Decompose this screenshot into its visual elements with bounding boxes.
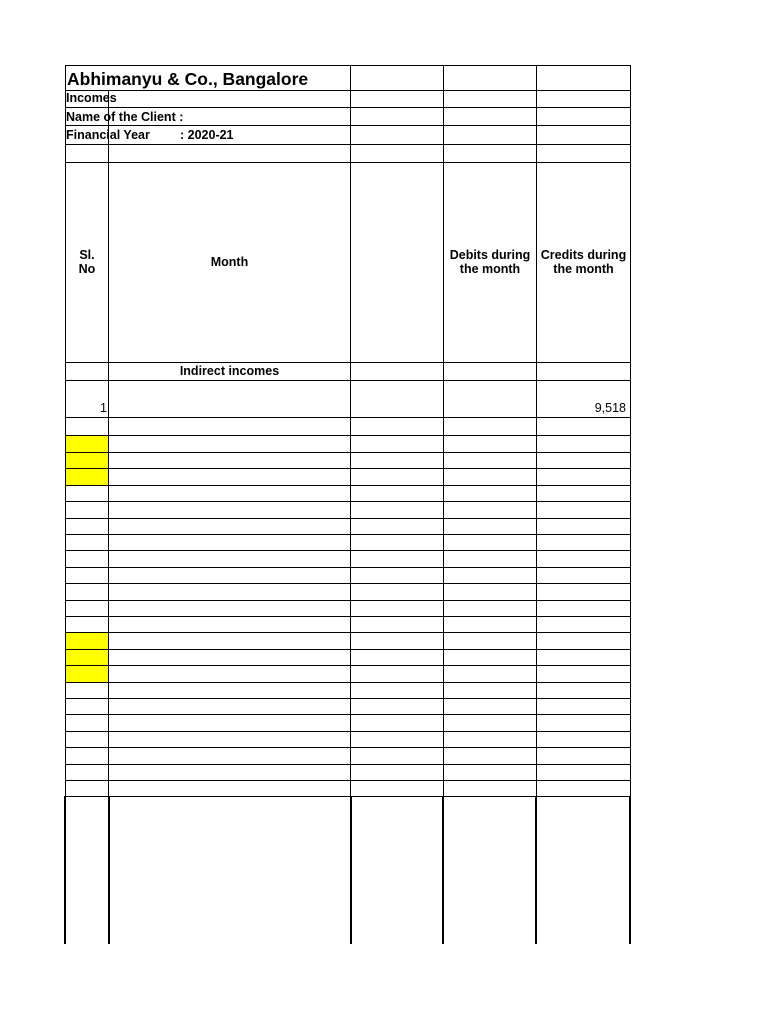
grid-line	[65, 796, 631, 797]
grid-line	[65, 501, 631, 502]
financial-year-value: : 2020-21	[180, 128, 234, 142]
grid-line	[629, 796, 631, 944]
grid-line	[65, 534, 631, 535]
grid-line	[65, 362, 631, 363]
grid-line	[65, 698, 631, 699]
client-label: Name of the Client :	[66, 110, 184, 124]
grid-line	[443, 65, 444, 796]
group-label-indirect-incomes: Indirect incomes	[179, 364, 280, 378]
grid-line	[65, 452, 631, 453]
grid-line	[535, 796, 537, 944]
grid-line	[65, 665, 631, 666]
grid-line	[65, 380, 631, 381]
grid-line	[65, 764, 631, 765]
column-header-credits-line2: the month	[553, 262, 614, 276]
grid-line	[65, 65, 66, 796]
grid-line	[65, 107, 631, 108]
grid-line	[65, 65, 631, 66]
grid-line	[630, 65, 631, 796]
column-header-debits-line2: the month	[459, 262, 521, 276]
grid-line	[65, 567, 631, 568]
grid-line	[350, 796, 352, 944]
grid-line	[65, 550, 631, 551]
highlight-cell	[66, 436, 108, 452]
row-1-sl-no: 1	[100, 401, 107, 415]
section-label: Incomes	[66, 91, 117, 105]
grid-line	[65, 162, 631, 163]
grid-line	[65, 485, 631, 486]
grid-line	[65, 518, 631, 519]
grid-line	[65, 780, 631, 781]
grid-line	[65, 125, 631, 126]
financial-year-label: Financial Year	[66, 128, 150, 142]
grid-line	[65, 417, 631, 418]
grid-line	[65, 90, 631, 91]
grid-line	[65, 583, 631, 584]
highlight-cell	[66, 469, 108, 485]
highlight-cell	[66, 453, 108, 468]
grid-line	[65, 649, 631, 650]
grid-line	[65, 747, 631, 748]
grid-line	[64, 796, 66, 944]
grid-line	[108, 796, 110, 944]
grid-line	[65, 144, 631, 145]
grid-line	[65, 600, 631, 601]
highlight-cell	[66, 650, 108, 665]
column-header-debits	[444, 248, 536, 276]
grid-line	[65, 632, 631, 633]
grid-line	[65, 682, 631, 683]
column-header-sl-no-line2: No	[78, 262, 96, 276]
grid-line	[65, 435, 631, 436]
column-header-credits-line1: Credits during	[540, 248, 627, 262]
firm-title: Abhimanyu & Co., Bangalore	[67, 69, 309, 89]
column-header-month: Month	[210, 255, 249, 269]
grid-line	[65, 714, 631, 715]
column-header-credits	[537, 248, 630, 276]
grid-line	[350, 65, 351, 796]
grid-line	[536, 65, 537, 796]
row-1-credits: 9,518	[594, 401, 626, 415]
grid-line	[65, 616, 631, 617]
column-header-debits-line1: Debits during	[449, 248, 531, 262]
grid-line	[442, 796, 444, 944]
grid-line	[108, 90, 109, 796]
column-header-sl-no	[66, 248, 108, 276]
highlight-cell	[66, 633, 108, 649]
highlight-cell	[66, 666, 108, 682]
grid-line	[65, 468, 631, 469]
column-header-sl-no-line1: Sl.	[79, 248, 95, 262]
grid-line	[65, 731, 631, 732]
